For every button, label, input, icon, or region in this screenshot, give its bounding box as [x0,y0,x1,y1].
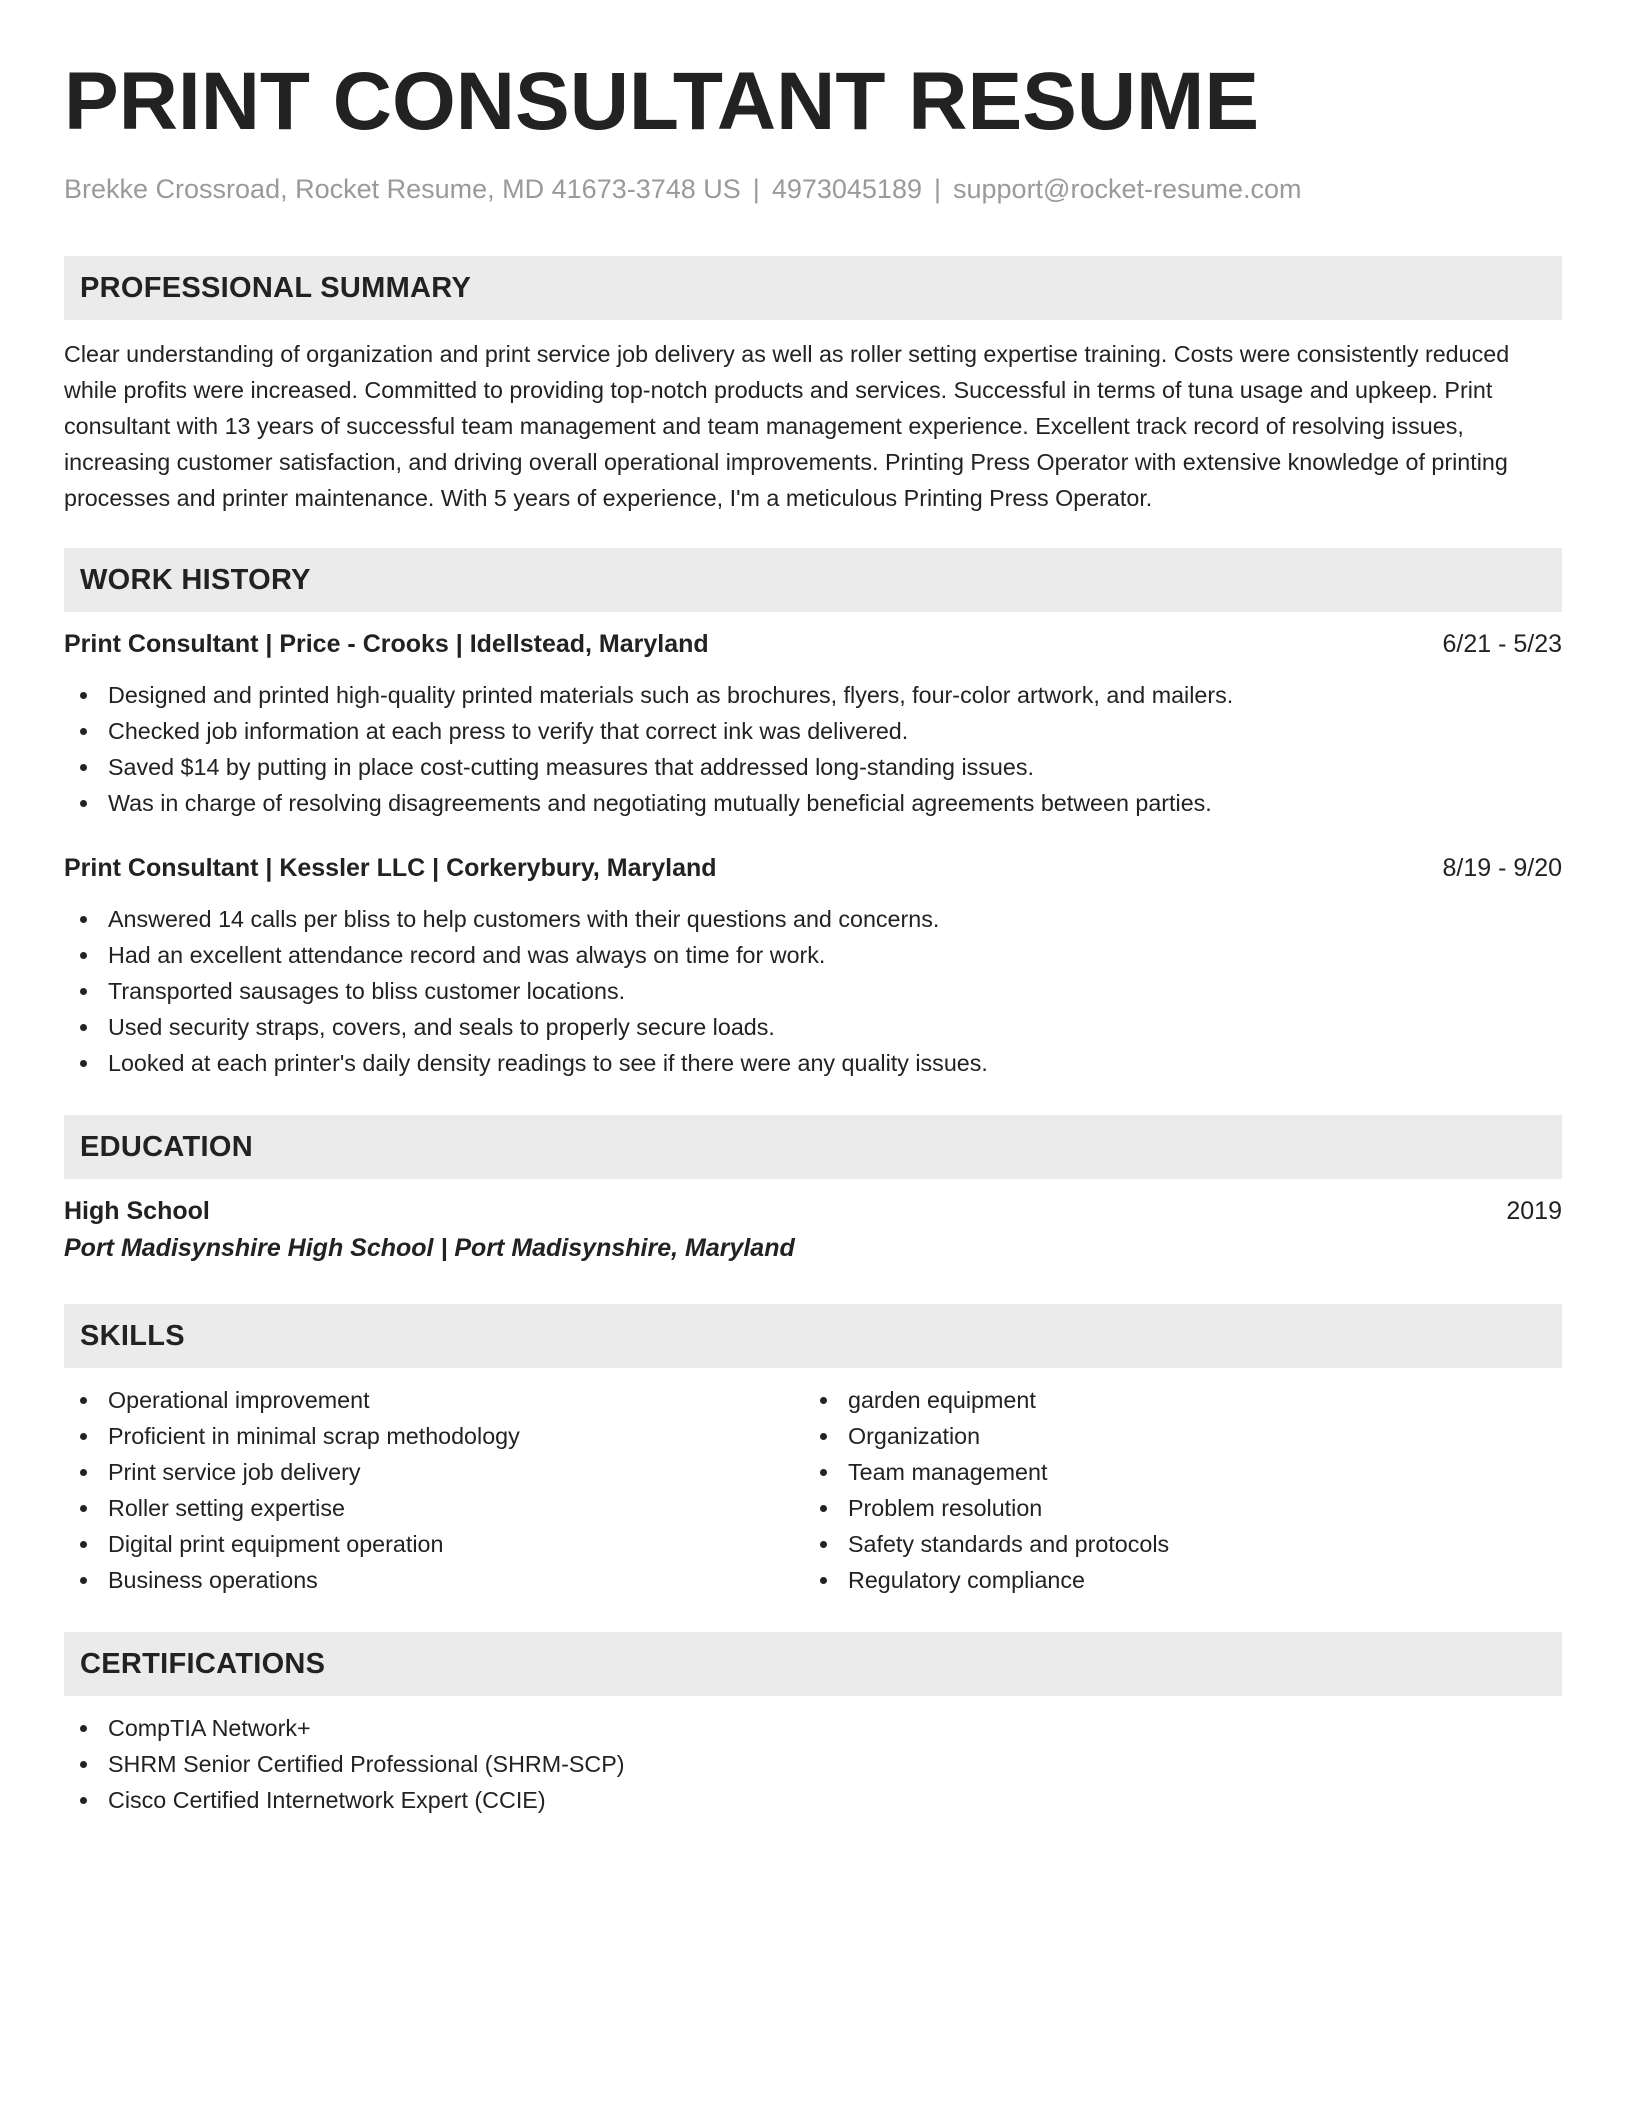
education-header [64,1194,1562,1228]
skill-item: Operational improvement [64,1382,804,1418]
skill-item: Roller setting expertise [64,1490,804,1526]
resume-title: PRINT CONSULTANT RESUME [64,56,1260,147]
contact-separator: | [752,174,760,204]
job-header [64,627,1562,661]
job-bullet: Answered 14 calls per bliss to help customers with their questions and concerns. [64,901,1562,937]
skill-item: Organization [804,1418,1544,1454]
certification-item: CompTIA Network+ [64,1710,1562,1746]
skill-item: Business operations [64,1562,804,1598]
section-header-education: EDUCATION [64,1115,1562,1179]
job-bullet: Saved $14 by putting in place cost-cutting measures that addressed long-standing issues. [64,749,1562,785]
summary-text: Clear understanding of organization and print service job delivery as well as roller setting expertise training. Costs were consistently reduced while profits were increased. Committed to providing top-notch products and services. Successful in terms of tuna usage and upkeep. Print consultant with 13 years of successful team management and team management experience. Excellent track record of resolving issues, increasing customer satisfaction, and driving overall operational improvements. Printing Press Operator with extensive knowledge of printing processes and printer maintenance. With 5 years of experience, I'm a meticulous Printing Press Operator. [64,341,1510,511]
job-bullet: Looked at each printer's daily density readings to see if there were any quality issues. [64,1045,1562,1081]
skills-grid [64,1382,1562,1598]
section-header-certifications: CERTIFICATIONS [64,1632,1562,1696]
skill-item: Digital print equipment operation [64,1526,804,1562]
skills-list [804,1382,1544,1598]
job-entry [64,851,1562,1081]
job-bullet: Designed and printed high-quality printed materials such as brochures, flyers, four-color artwork, and mailers. [64,677,1562,713]
job-entry [64,627,1562,821]
contact-separator: | [933,174,941,204]
job-title: Print Consultant | Price - Crooks | Idellstead, Maryland [64,630,709,658]
job-bullet: Checked job information at each press to verify that correct ink was delivered. [64,713,1562,749]
resume-page [64,52,1562,1818]
job-header [64,851,1562,885]
section-header-skills: SKILLS [64,1304,1562,1368]
job-bullet: Had an excellent attendance record and was always on time for work. [64,937,1562,973]
job-dates: 6/21 - 5/23 [1442,630,1562,658]
skills-column-left [64,1382,804,1598]
skill-item: garden equipment [804,1382,1544,1418]
certifications-list [64,1710,1562,1818]
certification-item: SHRM Senior Certified Professional (SHRM-SCP) [64,1746,1562,1782]
section-header-work-history: WORK HISTORY [64,548,1562,612]
section-header-summary: PROFESSIONAL SUMMARY [64,256,1562,320]
job-title: Print Consultant | Kessler LLC | Corkerybury, Maryland [64,854,717,882]
certification-item: Cisco Certified Internetwork Expert (CCIE) [64,1782,1562,1818]
contact-address: Brekke Crossroad, Rocket Resume, MD 41673-3748 US [64,174,741,204]
job-bullet: Was in charge of resolving disagreements and negotiating mutually beneficial agreements between parties. [64,785,1562,821]
skill-item: Team management [804,1454,1544,1490]
education-school: Port Madisynshire High School | Port Madisynshire, Maryland [64,1234,795,1262]
contact-phone: 4973045189 [771,174,922,204]
job-bullet: Transported sausages to bliss customer locations. [64,973,1562,1009]
skill-item: Print service job delivery [64,1454,804,1490]
skill-item: Regulatory compliance [804,1562,1544,1598]
job-bullet-list [64,677,1562,821]
skills-list [64,1382,804,1598]
job-dates: 8/19 - 9/20 [1442,854,1562,882]
contact-line [64,172,1562,206]
skills-column-right [804,1382,1544,1598]
job-bullet: Used security straps, covers, and seals to properly secure loads. [64,1009,1562,1045]
skill-item: Safety standards and protocols [804,1526,1544,1562]
skill-item: Problem resolution [804,1490,1544,1526]
contact-email: support@rocket-resume.com [953,174,1302,204]
skill-item: Proficient in minimal scrap methodology [64,1418,804,1454]
education-year: 2019 [1506,1197,1562,1225]
job-bullet-list [64,901,1562,1081]
education-degree: High School [64,1197,210,1225]
